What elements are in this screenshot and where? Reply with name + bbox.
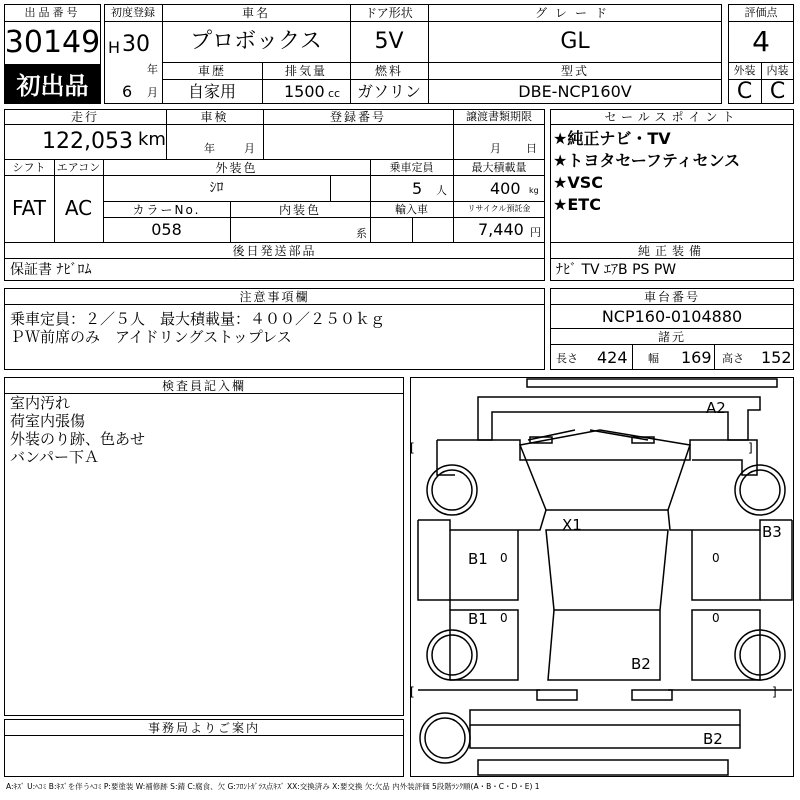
svg-text:[: [	[410, 685, 415, 699]
first-listing-badge: 初出品	[5, 64, 100, 103]
tr-day-unit: 日	[526, 142, 537, 155]
color: ｼﾛ	[209, 180, 224, 196]
inspection-label: 車検	[200, 110, 229, 124]
capacity-label: 乗車定員	[389, 161, 434, 174]
model: DBE-NCP160V	[518, 82, 632, 101]
sales-point: ★VSC	[553, 173, 603, 192]
equip-label: 純正装備	[637, 244, 706, 258]
person-unit: 人	[436, 184, 447, 197]
ext-score: C	[736, 79, 753, 104]
mileage: 122,053	[42, 129, 133, 154]
sales-point: ★トヨタセーフティセンス	[553, 151, 741, 170]
damage-mark: B1	[468, 610, 488, 628]
recycle: 7,440	[478, 220, 524, 239]
first-reg-label: 初度登録	[111, 6, 155, 19]
month-unit: 月	[147, 86, 158, 99]
door: 5V	[374, 29, 404, 54]
import-label: 輸入車	[395, 203, 428, 216]
lot-no: 30149	[4, 25, 101, 60]
length: 424	[597, 348, 628, 367]
inspector-line: 外装のり跡、色あせ	[10, 430, 146, 448]
damage-mark: B3	[762, 523, 782, 541]
insp-year-unit: 年	[204, 142, 215, 155]
mileage-label: 走行	[70, 110, 99, 124]
cc-unit: cc	[328, 87, 341, 100]
reg-month: 6	[122, 82, 133, 101]
color-label: 外装色	[215, 161, 258, 175]
recycle-label: リサイクル預託金	[467, 204, 531, 213]
svg-text:]: ]	[772, 685, 777, 699]
tr-month-unit: 月	[490, 142, 501, 155]
diagram-box	[410, 377, 794, 777]
intcolor-unit: 系	[356, 227, 367, 240]
ac: AC	[64, 196, 93, 220]
history-label: 車歴	[197, 64, 226, 78]
legend: A:ｷｽﾞ U:ﾍｺﾐ B:ｷｽﾞを伴うﾍｺﾐ P:要塗装 W:補修跡 S:錆 C:腐食、欠 G:ﾌﾛﾝﾄｶﾞﾗｽ点ｷｽﾞ XX:交換済み X:要交換 欠:欠品 内外装評価 5段階ﾗﾝｸ順(A・B・C・D・E) 1	[6, 782, 540, 791]
sales-point: ★ETC	[553, 195, 601, 214]
score: 4	[752, 25, 770, 58]
height-label: 高さ	[722, 352, 744, 365]
reg-year: 30	[122, 32, 150, 57]
score-label: 評価点	[744, 6, 778, 19]
notes-line1: 乗車定員：２／５人 最大積載量：４００／２５０ｋｇ	[10, 310, 386, 328]
later-parts: 保証書 ﾅﾋﾞﾛﾑ	[10, 262, 92, 278]
fuel-label: 燃料	[374, 64, 403, 78]
svg-text:[: [	[410, 441, 415, 455]
ac-label: エアコン	[56, 161, 101, 174]
damage-mark: A2	[706, 399, 726, 417]
width: 169	[681, 348, 712, 367]
grade-label: グレード	[534, 6, 615, 20]
load-label: 最大積載量	[471, 161, 527, 174]
colorno-label: カラーNo.	[132, 203, 201, 217]
year-unit: 年	[147, 63, 158, 76]
era: H	[108, 38, 121, 57]
grade: GL	[560, 29, 590, 54]
damage-mark: B2	[631, 655, 651, 673]
length-label: 長さ	[556, 352, 578, 365]
displacement: 1500	[284, 82, 325, 101]
svg-text:0: 0	[500, 551, 508, 565]
svg-text:0: 0	[712, 611, 720, 625]
chassis-number: NCP160-0104880	[601, 307, 743, 326]
history: 自家用	[187, 82, 236, 101]
damage-mark: B2	[703, 730, 723, 748]
lot-no-label: 出品番号	[24, 6, 81, 19]
car-name-label: 車名	[241, 6, 270, 20]
car-name: プロボックス	[190, 29, 322, 54]
svg-text:0: 0	[712, 551, 720, 565]
int-score: C	[769, 79, 786, 104]
svg-text:0: 0	[500, 611, 508, 625]
transfer-label: 譲渡書類期限	[466, 110, 532, 123]
load: 400	[490, 179, 521, 198]
yen-unit: 円	[530, 226, 541, 239]
sales-point: ★純正ナビ・TV	[553, 129, 671, 148]
svg-text:]: ]	[748, 441, 753, 455]
height: 152	[761, 348, 792, 367]
office-label: 事務局よりご案内	[147, 721, 260, 735]
insp-month-unit: 月	[244, 142, 255, 155]
dims-label: 諸元	[657, 330, 686, 344]
door-label: ドア形状	[365, 6, 413, 20]
equip: ﾅﾋﾞ TV ｴｱB PS PW	[556, 262, 677, 278]
inspector-line: バンパー下Ａ	[10, 448, 99, 466]
shift-label: シフト	[12, 161, 46, 174]
notes-label: 注意事項欄	[239, 290, 310, 304]
shift: FAT	[11, 196, 46, 220]
inspector-label: 検査員記入欄	[161, 379, 246, 393]
regno-label: 登録番号	[329, 110, 386, 124]
displacement-label: 排気量	[284, 64, 327, 78]
model-label: 型式	[560, 64, 589, 78]
inspector-line: 荷室内張傷	[10, 412, 86, 430]
capacity: 5	[412, 179, 423, 198]
later-parts-label: 後日発送部品	[232, 244, 317, 258]
width-label: 幅	[648, 352, 659, 365]
fuel: ガソリン	[356, 82, 421, 101]
int-label: 内装	[766, 64, 789, 77]
damage-mark: B1	[468, 550, 488, 568]
ext-label: 外装	[733, 64, 756, 77]
inspector-line: 室内汚れ	[10, 394, 71, 412]
colorno: 058	[151, 220, 182, 239]
km-unit: km	[138, 129, 166, 150]
intcolor-label: 内装色	[278, 203, 321, 217]
notes-line2: ＰＷ前席のみ アイドリングストップレス	[10, 328, 292, 346]
damage-mark: X1	[562, 516, 582, 534]
sales-label: セールスポイント	[604, 110, 740, 124]
chassis-label: 車台番号	[643, 290, 700, 304]
kg-unit: kg	[529, 186, 539, 195]
